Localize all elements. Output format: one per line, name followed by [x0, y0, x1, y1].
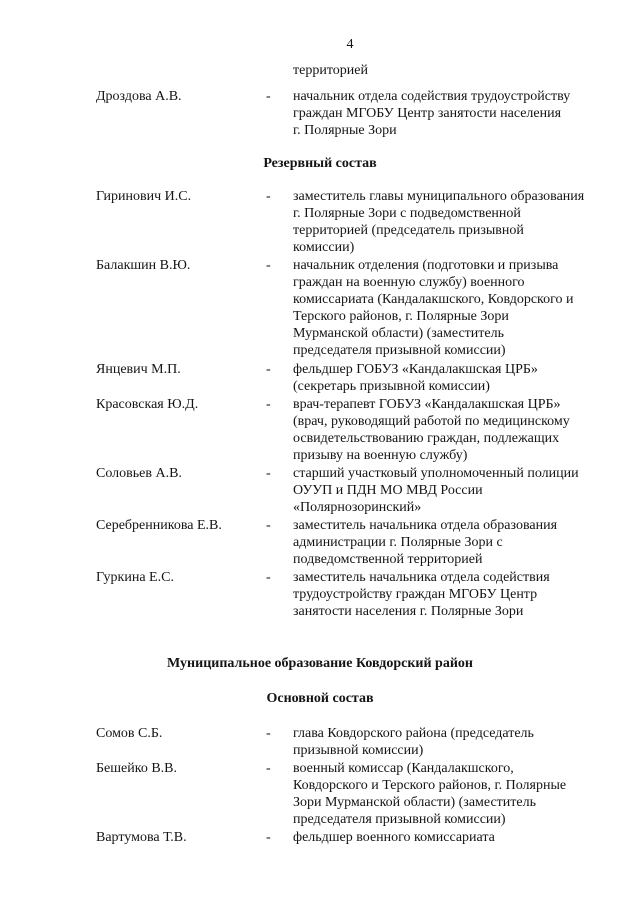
- member-position: [293, 396, 611, 464]
- member-name: Вартумова Т.В.: [96, 830, 187, 845]
- member-position: [293, 257, 611, 359]
- member-dash: -: [266, 258, 271, 273]
- position-line: Мурманской области) (заместитель: [293, 326, 504, 341]
- member-position: [293, 361, 611, 395]
- position-line: «Полярнозоринский»: [293, 500, 422, 515]
- position-line: Ковдорского и Терского районов, г. Полярные: [293, 778, 567, 793]
- member-name: Гуркина Е.С.: [96, 570, 174, 585]
- position-line: занятости населения г. Полярные Зори: [293, 604, 524, 619]
- member-dash: -: [266, 397, 271, 412]
- member-position: [293, 829, 611, 846]
- member-position: [293, 760, 611, 828]
- position-line: врач-терапевт ГОБУЗ «Кандалакшская ЦРБ»: [293, 397, 561, 412]
- position-line: председателя призывной комиссии): [293, 812, 506, 827]
- member-position: [293, 517, 611, 568]
- member-dash: -: [266, 189, 271, 204]
- main-heading: Основной состав: [266, 691, 374, 706]
- member-name: Гиринович И.С.: [96, 189, 192, 204]
- position-line: подведомственной территорией: [293, 552, 483, 567]
- member-dash: -: [266, 726, 271, 741]
- member-position: [293, 465, 611, 516]
- position-line: старший участковый уполномоченный полиции: [293, 466, 579, 481]
- member-dash: -: [266, 570, 271, 585]
- member-name: Янцевич М.П.: [96, 362, 181, 377]
- position-line: военный комиссар (Кандалакшского,: [293, 761, 514, 776]
- position-line: ОУУП и ПДН МО МВД России: [293, 483, 483, 498]
- position-line: администрации г. Полярные Зори с: [293, 535, 503, 550]
- member-position: [293, 725, 611, 759]
- member-dash: -: [266, 362, 271, 377]
- position-line: территорией (председатель призывной: [293, 223, 524, 238]
- position-line: глава Ковдорского района (председатель: [293, 726, 534, 741]
- position-line: призывной комиссии): [293, 743, 424, 758]
- position-line: освидетельствованию граждан, подлежащих: [293, 431, 560, 446]
- position-line: начальник отдела содействия трудоустройству: [293, 89, 571, 104]
- position-line: граждан на военную службу) военного: [293, 275, 525, 290]
- position-line: начальник отделения (подготовки и призыва: [293, 258, 559, 273]
- position-line: (секретарь призывной комиссии): [293, 379, 490, 394]
- member-position: [293, 88, 611, 139]
- position-line: призыву на военную службу): [293, 448, 468, 463]
- position-line: председателя призывной комиссии): [293, 343, 506, 358]
- member-dash: -: [266, 830, 271, 845]
- member-name: Соловьев А.В.: [96, 466, 182, 481]
- page-number: 4: [346, 37, 354, 52]
- member-name: Бешейко В.В.: [96, 761, 178, 776]
- member-name: Сомов С.Б.: [96, 726, 163, 741]
- position-line: г. Полярные Зори: [293, 123, 397, 138]
- position-line: граждан МГОБУ Центр занятости населения: [293, 106, 562, 121]
- member-dash: -: [266, 466, 271, 481]
- member-dash: -: [266, 518, 271, 533]
- member-position: [293, 188, 611, 256]
- position-line: Зори Мурманской области) (заместитель: [293, 795, 536, 810]
- position-line: комиссии): [293, 240, 355, 255]
- position-line: трудоустройству граждан МГОБУ Центр: [293, 587, 538, 602]
- member-dash: -: [266, 761, 271, 776]
- member-name: Серебренникова Е.В.: [96, 518, 222, 533]
- position-line: фельдшер ГОБУЗ «Кандалакшская ЦРБ»: [293, 362, 538, 377]
- position-line: фельдшер военного комиссариата: [293, 830, 495, 845]
- position-line: комиссариата (Кандалакшского, Ковдорского и: [293, 292, 574, 307]
- member-name: Дроздова А.В.: [96, 89, 182, 104]
- position-line: заместитель начальника отдела содействия: [293, 570, 550, 585]
- member-position: [293, 569, 611, 620]
- position-line: заместитель начальника отдела образования: [293, 518, 558, 533]
- continuation-line: территорией: [293, 63, 368, 78]
- municipality-heading: Муниципальное образование Ковдорский район: [167, 656, 473, 671]
- position-line: Терского районов, г. Полярные Зори: [293, 309, 509, 324]
- reserve-heading: Резервный состав: [263, 156, 377, 171]
- position-line: (врач, руководящий работой по медицинскому: [293, 414, 570, 429]
- position-line: заместитель главы муниципального образования: [293, 189, 585, 204]
- member-dash: -: [266, 89, 271, 104]
- member-name: Красовская Ю.Д.: [96, 397, 199, 412]
- position-line: г. Полярные Зори с подведомственной: [293, 206, 521, 221]
- member-name: Балакшин В.Ю.: [96, 258, 191, 273]
